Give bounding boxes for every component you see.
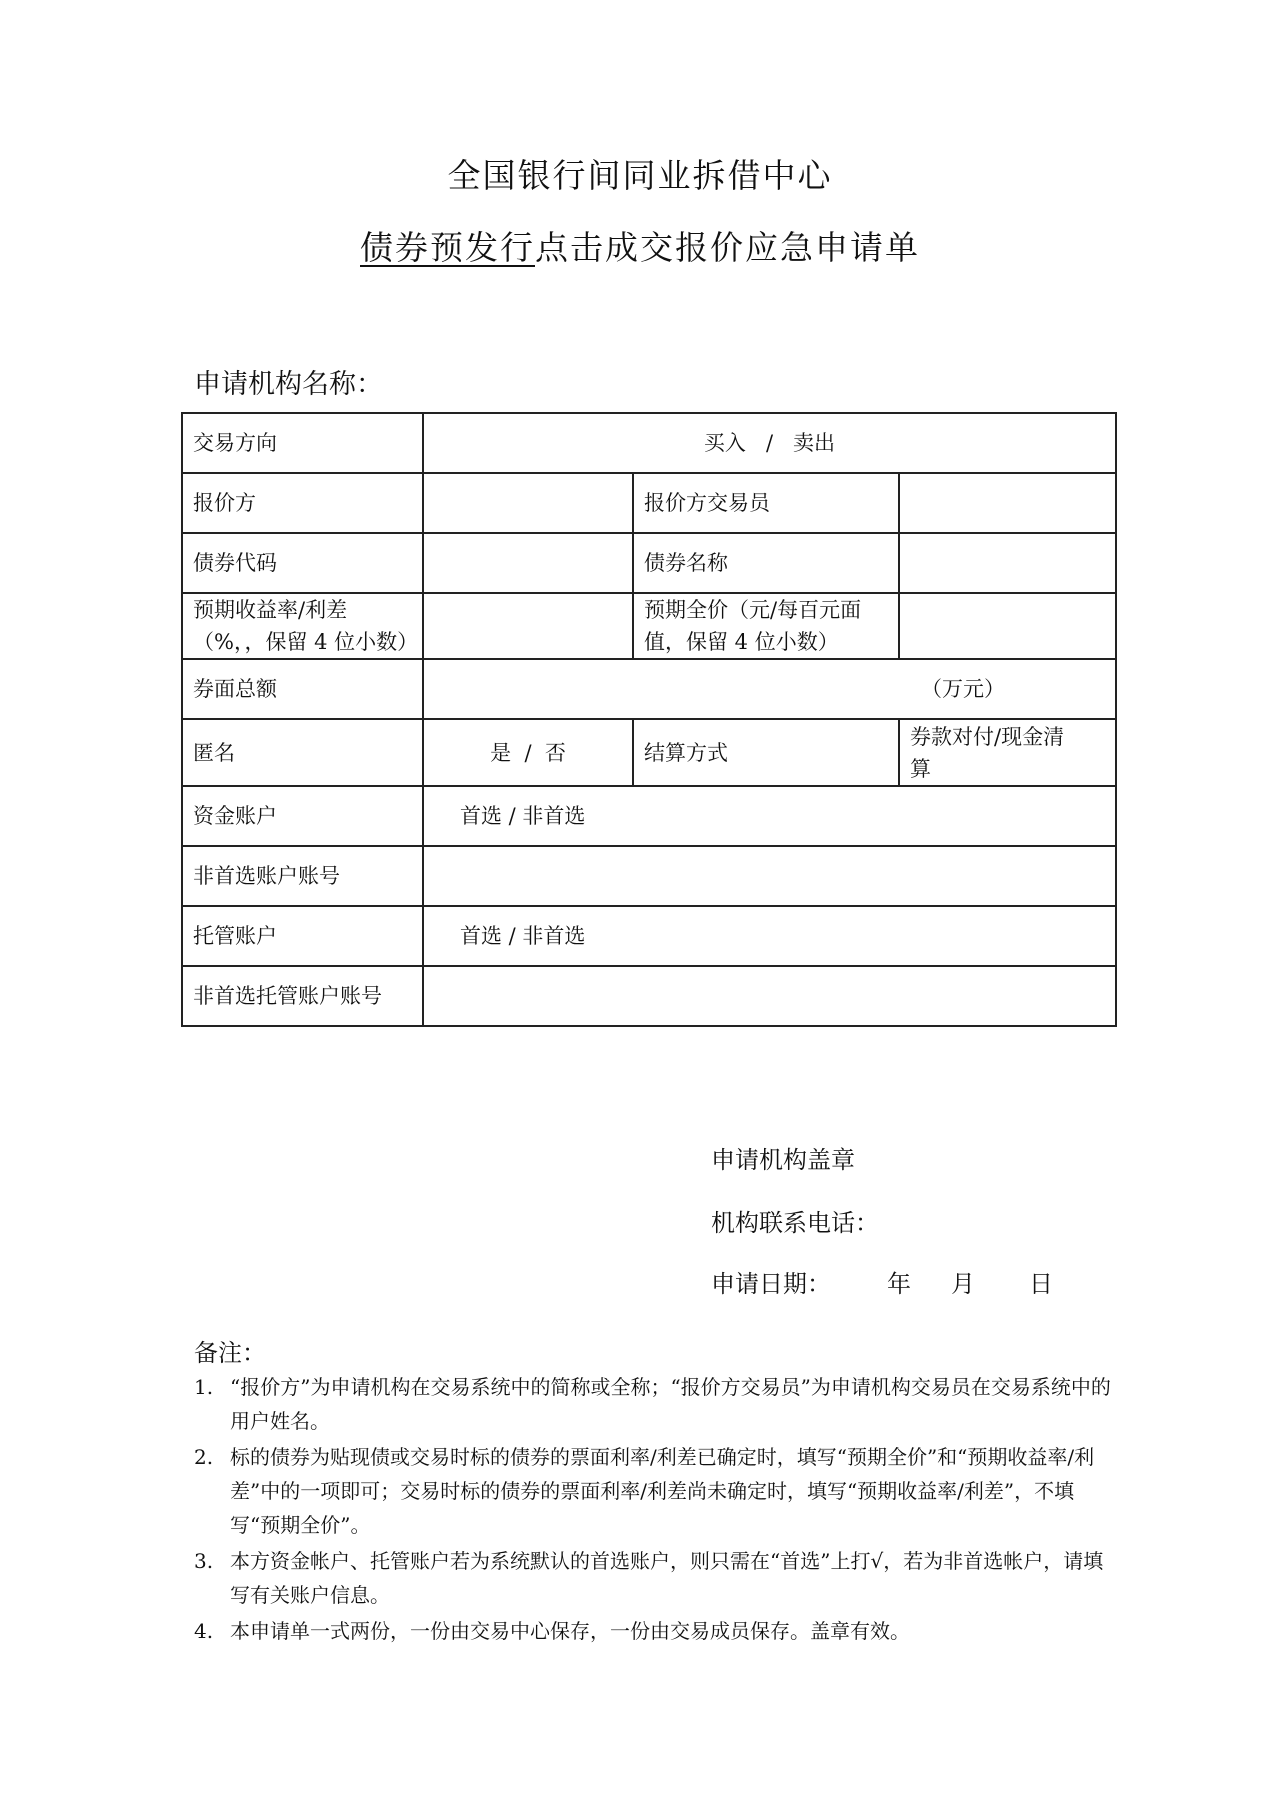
notes-list [194, 1370, 1114, 1650]
expected-yield-field[interactable] [423, 593, 633, 659]
quoter-field[interactable] [423, 473, 633, 533]
nonpref-custody-field[interactable] [423, 966, 1116, 1026]
note-text: 本方资金帐户、托管账户若为系统默认的首选账户，则只需在“首选”上打√，若为非首选帐户，请填写有关账户信息。 [230, 1549, 1104, 1607]
table-row [182, 659, 1116, 719]
note-number: 3. [194, 1549, 214, 1573]
form-title [0, 222, 1280, 269]
note-text: 本申请单一式两份，一份由交易中心保存，一份由交易成员保存。盖章有效。 [230, 1619, 910, 1643]
date-day: 日 [1029, 1270, 1053, 1298]
fund-account-label: 资金账户 [182, 786, 423, 846]
date-month: 月 [951, 1270, 975, 1298]
note-number: 1. [194, 1375, 214, 1399]
expected-yield-label-line2: （%，，保留 4 位小数） [193, 630, 419, 654]
expected-yield-label-line1: 预期收益率/利差 [193, 598, 348, 622]
form-title-rest: 点击成交报价应急申请单 [535, 228, 920, 267]
custody-account-options[interactable]: 首选 / 非首选 [423, 906, 1116, 966]
note-number: 4. [194, 1619, 214, 1643]
date-year: 年 [887, 1270, 911, 1298]
quoter-trader-label: 报价方交易员 [633, 473, 899, 533]
trade-direction-options[interactable]: 买入 / 卖出 [423, 413, 1116, 473]
note-number: 2. [194, 1445, 214, 1469]
table-row [182, 786, 1116, 846]
table-row [182, 413, 1116, 473]
form-title-underlined: 债券预发行 [360, 228, 535, 267]
fund-account-options[interactable]: 首选 / 非首选 [423, 786, 1116, 846]
expected-price-label-line2: 值，保留 4 位小数） [644, 630, 839, 654]
applicant-org-label: 申请机构名称： [194, 369, 383, 400]
nonpref-account-field[interactable] [423, 846, 1116, 906]
nonpref-custody-label: 非首选托管账户账号 [182, 966, 423, 1026]
date-label: 申请日期： [711, 1270, 831, 1298]
expected-price-label-line1: 预期全价（元/每百元面 [644, 598, 862, 622]
bond-name-field[interactable] [899, 533, 1116, 593]
expected-price-field[interactable] [899, 593, 1116, 659]
seal-label: 申请机构盖章 [711, 1146, 855, 1174]
bond-name-label: 债券名称 [633, 533, 899, 593]
bond-code-label: 债券代码 [182, 533, 423, 593]
quoter-trader-field[interactable] [899, 473, 1116, 533]
list-item [194, 1370, 1114, 1438]
table-row [182, 719, 1116, 786]
expected-yield-label [182, 593, 423, 659]
list-item [194, 1614, 1114, 1648]
contact-phone-label: 机构联系电话： [711, 1209, 879, 1237]
table-row [182, 966, 1116, 1026]
application-form-table [181, 412, 1117, 1027]
settlement-label: 结算方式 [633, 719, 899, 786]
anonymous-label: 匿名 [182, 719, 423, 786]
anonymous-options[interactable]: 是 / 否 [423, 719, 633, 786]
quoter-label: 报价方 [182, 473, 423, 533]
custody-account-label: 托管账户 [182, 906, 423, 966]
trade-direction-label: 交易方向 [182, 413, 423, 473]
settlement-value[interactable] [899, 719, 1116, 786]
nonpref-account-label: 非首选账户账号 [182, 846, 423, 906]
table-row [182, 906, 1116, 966]
list-item [194, 1544, 1114, 1612]
list-item [194, 1440, 1114, 1542]
table-row [182, 533, 1116, 593]
notes-heading: 备注： [194, 1339, 266, 1367]
note-text: “报价方”为申请机构在交易系统中的简称或全称；“报价方交易员”为申请机构交易员在交易系统中的用户姓名。 [230, 1375, 1111, 1433]
table-row [182, 473, 1116, 533]
expected-price-label [633, 593, 899, 659]
settlement-value-line1: 券款对付/现金清 [910, 725, 1065, 749]
note-text: 标的债券为贴现债或交易时标的债券的票面利率/利差已确定时，填写“预期全价”和“预期收益率/利差”中的一项即可；交易时标的债券的票面利率/利差尚未确定时，填写“预期收益率/利差”，不填写“预期全价”。 [230, 1445, 1095, 1537]
table-row [182, 593, 1116, 659]
settlement-value-line2: 算 [910, 757, 931, 781]
application-date [711, 1264, 1053, 1299]
face-total-field[interactable]: （万元） [423, 659, 1116, 719]
page-title: 全国银行间同业拆借中心 [447, 156, 833, 195]
face-total-label: 券面总额 [182, 659, 423, 719]
bond-code-field[interactable] [423, 533, 633, 593]
table-row [182, 846, 1116, 906]
